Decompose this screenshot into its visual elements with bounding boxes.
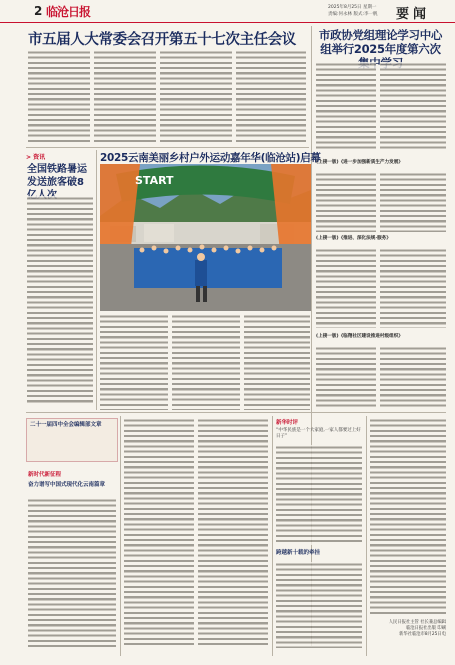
photo-article-col-3 — [244, 314, 310, 410]
photo-banner-text: START — [135, 174, 174, 187]
note-body — [276, 445, 362, 545]
right-item-body-col-2 — [380, 248, 446, 328]
right-item-body-col-2 — [380, 346, 446, 410]
note-headline: 新华时评 — [276, 420, 299, 426]
column-divider — [120, 416, 121, 656]
right-item-body-col-1 — [316, 248, 376, 328]
editor-line: 责编:何永林 版式:李一帆 — [328, 12, 378, 17]
photo-headline: 2025云南美丽乡村户外运动嘉年华(临沧站)启幕 — [100, 152, 321, 164]
lead-body-col-1 — [28, 50, 90, 145]
box-headline: 奋力谱写中国式现代化云南篇章 — [28, 482, 106, 488]
lower-mid-col-2 — [198, 418, 268, 648]
box-subtitle: 新时代新征程 — [28, 472, 62, 478]
lower-right-body — [370, 418, 446, 614]
lower-mid-col-1 — [124, 418, 194, 648]
mid-body — [276, 562, 362, 648]
event-photo — [100, 164, 311, 311]
lead-body-col-4 — [236, 50, 306, 145]
section-divider — [26, 147, 309, 148]
column-divider — [272, 416, 273, 656]
photo-article-col-2 — [172, 314, 240, 410]
lead-headline: 市五届人大常委会召开第五十七次主任会议 — [28, 32, 296, 48]
section-title: 要闻 — [396, 7, 431, 22]
note-subheadline: “中华民族是一个大家庭,一家人都要过上好日子” — [276, 428, 361, 439]
right-item-body-col-1 — [316, 172, 376, 232]
imprint: 人民日报社主管 社长兼总编辑 临沧日报社出版 印刷 新华社临沧市8月25日电 — [388, 620, 446, 637]
right-body-col-2 — [380, 62, 446, 152]
column-divider — [96, 150, 97, 410]
right-item-body-col-1 — [316, 346, 376, 410]
column-divider — [366, 416, 367, 656]
lead-body-col-3 — [160, 50, 232, 145]
right-item-title: (上接一版)《推进、深化法规·服务》 — [316, 236, 391, 241]
right-item-body-col-2 — [380, 172, 446, 232]
issue-date: 2025年8月25日 星期一 — [328, 5, 377, 10]
special-box: 二十一届四中全会编辑部文章 — [26, 418, 118, 462]
rail-headline: 全国铁路暑运发送旅客破8 — [27, 164, 87, 188]
right-item-title: (上接一版)《进一步加强新质生产力发展》 — [316, 160, 403, 165]
page-number: 2 — [34, 4, 43, 18]
mid-headline: 跨越新十载的牵挂 — [276, 550, 321, 556]
lower-left-body — [28, 498, 116, 650]
rail-body — [27, 196, 93, 404]
right-headline: 市政协党组理论学习中心组举行2025年度第六次 — [318, 28, 443, 56]
photo-article-col-1 — [100, 314, 168, 410]
news-tag: > 资讯 — [26, 154, 46, 161]
newspaper-logo: 临沧日报 — [46, 5, 91, 19]
section-divider — [26, 412, 446, 413]
right-body-col-1 — [316, 62, 376, 152]
right-item-title: (上接一版)《临翔社区建设推进村级组织》 — [316, 334, 403, 339]
lead-body-col-2 — [94, 50, 156, 145]
